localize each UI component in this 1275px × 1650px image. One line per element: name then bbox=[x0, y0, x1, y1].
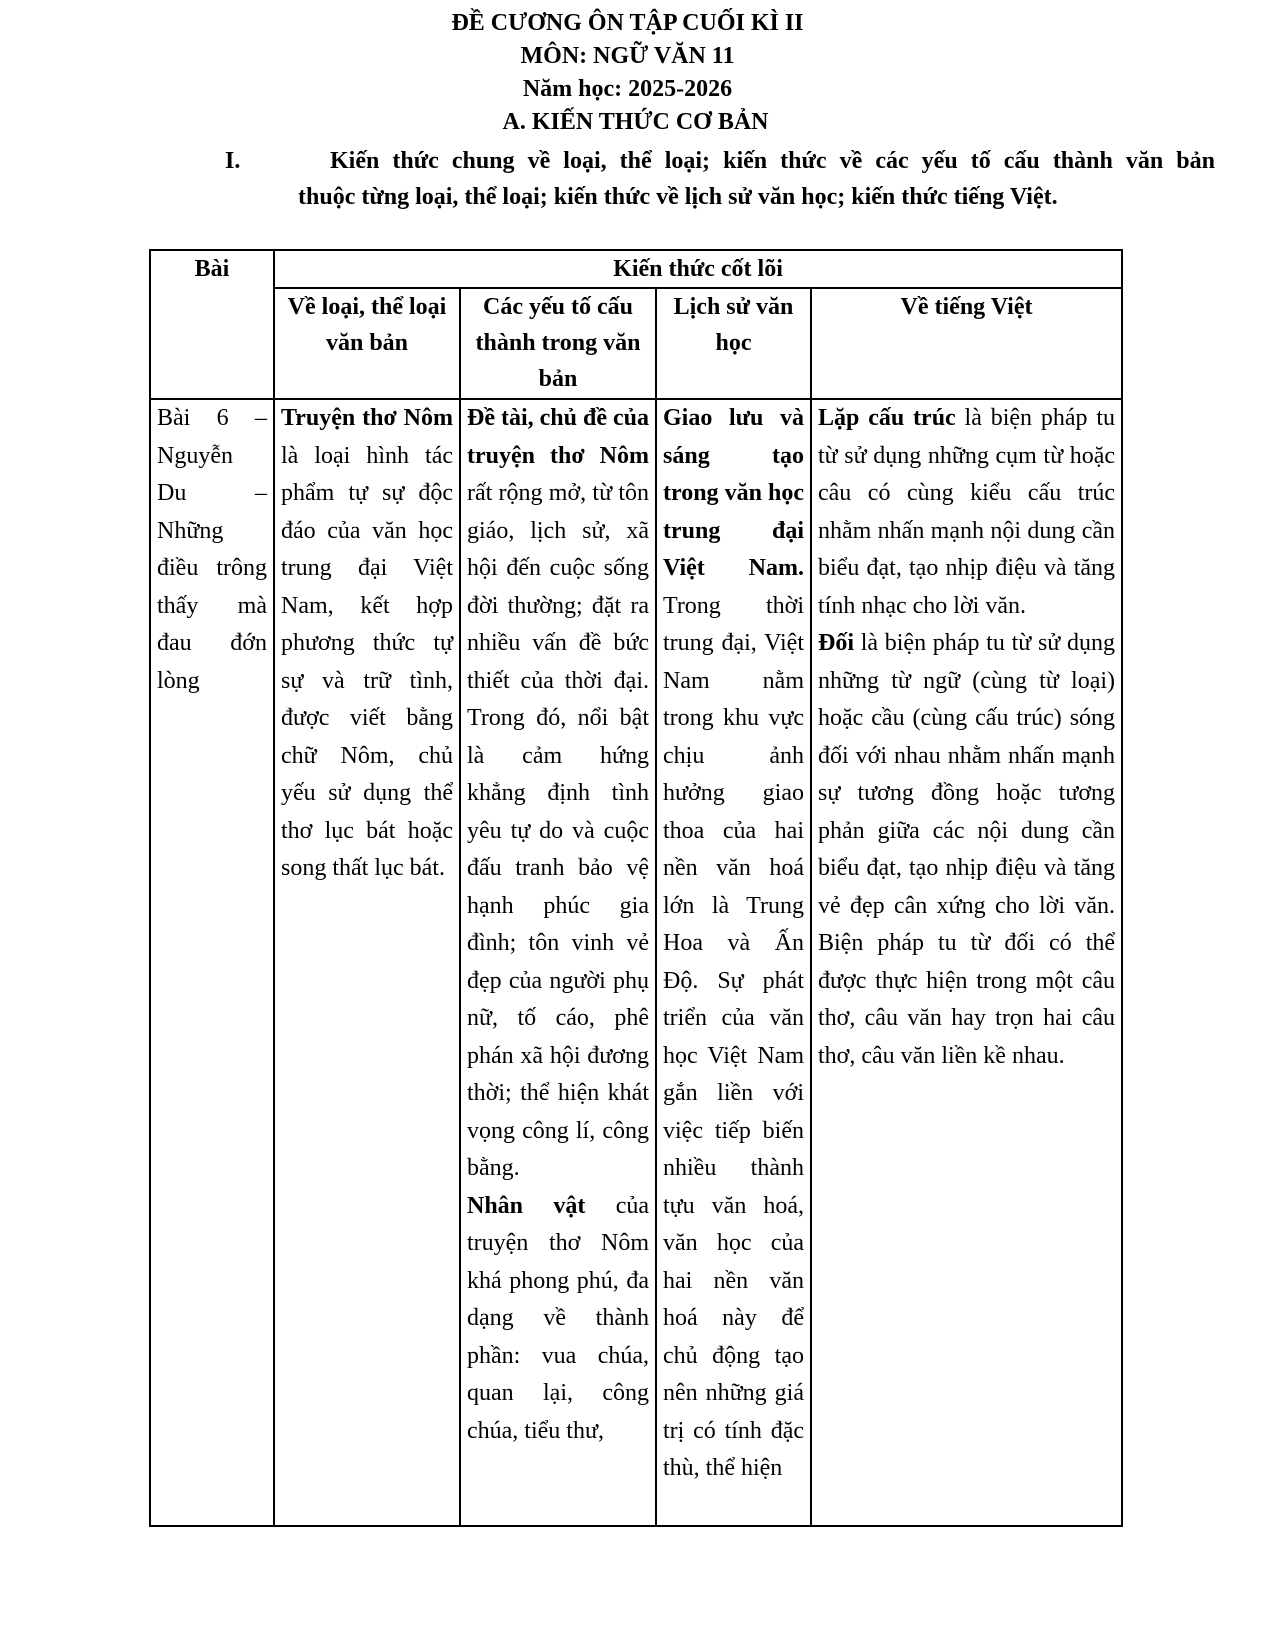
header-genre: Về loại, thể loại văn bản bbox=[274, 288, 460, 399]
part-heading: A. KIẾN THỨC CƠ BẢN bbox=[502, 109, 769, 135]
cell-genre: Truyện thơ Nôm là loại hình tác phẩm tự sự độc đáo của văn học trung đại Việt Nam, kết hợp phương thức tự sự và trữ tình, được viết bằng chữ Nôm, chủ yếu sử dụng thể thơ lục bát hoặc song thất lục bát. bbox=[274, 399, 460, 1526]
section-heading-line-1: Kiến thức chung về loại, thể loại; kiến thức về các yếu tố cấu thành văn bản bbox=[330, 148, 1215, 174]
table-header-row bbox=[150, 250, 1122, 288]
school-year: Năm học: 2025-2026 bbox=[522, 76, 733, 102]
table-subheader-row bbox=[150, 288, 1122, 399]
cell-elements: Đề tài, chủ đề của truyện thơ Nôm rất rộng mở, từ tôn giáo, lịch sử, xã hội đến cuộc sống đời thường; đặt ra nhiều vấn đề bức thiết của thời đại. Trong đó, nổi bật là cảm hứng khẳng định tình yêu tự do và cuộc đấu tranh bảo vệ hạnh phúc gia đình; tôn vinh vẻ đẹp của người phụ nữ, tố cáo, phê phán xã hội đương thời; thể hiện khát vọng công lí, công bằng. Nhân vật của truyện thơ Nôm khá phong phú, đa dạng về thành phần: vua chúa, quan lại, công chúa, tiểu thư, bbox=[460, 399, 656, 1526]
header-lesson: Bài bbox=[150, 250, 274, 399]
section-number: I. bbox=[225, 148, 241, 174]
cell-vietnamese-language: Lặp cấu trúc là biện pháp tu từ sử dụng những cụm từ hoặc câu có cùng kiểu cấu trúc nhằm nhấn mạnh nội dung cần biểu đạt, tạo nhịp điệu và tăng tính nhạc cho lời văn. Đối là biện pháp tu từ sử dụng những từ ngữ (cùng từ loại) hoặc cầu (cùng cấu trúc) sóng đối với nhau nhằm nhấn mạnh sự tương đồng hoặc tương phản giữa các nội dung cần biểu đạt, tạo nhịp điệu và tăng vẻ đẹp cân xứng cho lời văn. Biện pháp tu từ đối có thể được thực hiện trong một câu thơ, câu văn hay trọn hai câu thơ, câu văn liền kề nhau. bbox=[811, 399, 1122, 1526]
table-row bbox=[150, 399, 1122, 1526]
header-core-knowledge: Kiến thức cốt lõi bbox=[274, 250, 1122, 288]
header-literary-history: Lịch sử văn học bbox=[656, 288, 811, 399]
header-vietnamese-language: Về tiếng Việt bbox=[811, 288, 1122, 399]
section-heading-line-2: thuộc từng loại, thể loại; kiến thức về lịch sử văn học; kiến thức tiếng Việt. bbox=[298, 184, 1058, 210]
header-elements: Các yếu tố cấu thành trong văn bản bbox=[460, 288, 656, 399]
subject-line: MÔN: NGỮ VĂN 11 bbox=[520, 43, 735, 69]
cell-lesson: Bài 6 – Nguyễn Du – Những điều trông thấy mà đau đớn lòng bbox=[150, 399, 274, 1526]
document-title: ĐỀ CƯƠNG ÔN TẬP CUỐI KÌ II bbox=[451, 10, 804, 36]
knowledge-table bbox=[149, 249, 1123, 1527]
cell-literary-history: Giao lưu và sáng tạo trong văn học trung đại Việt Nam. Trong thời trung đại, Việt Nam nằm trong khu vực chịu ảnh hưởng giao thoa của hai nền văn hoá lớn là Trung Hoa và Ấn Độ. Sự phát triển của văn học Việt Nam gắn liền với việc tiếp biến nhiều thành tựu văn hoá, văn học của hai nền văn hoá này để chủ động tạo nên những giá trị có tính đặc thù, thể hiện bbox=[656, 399, 811, 1526]
